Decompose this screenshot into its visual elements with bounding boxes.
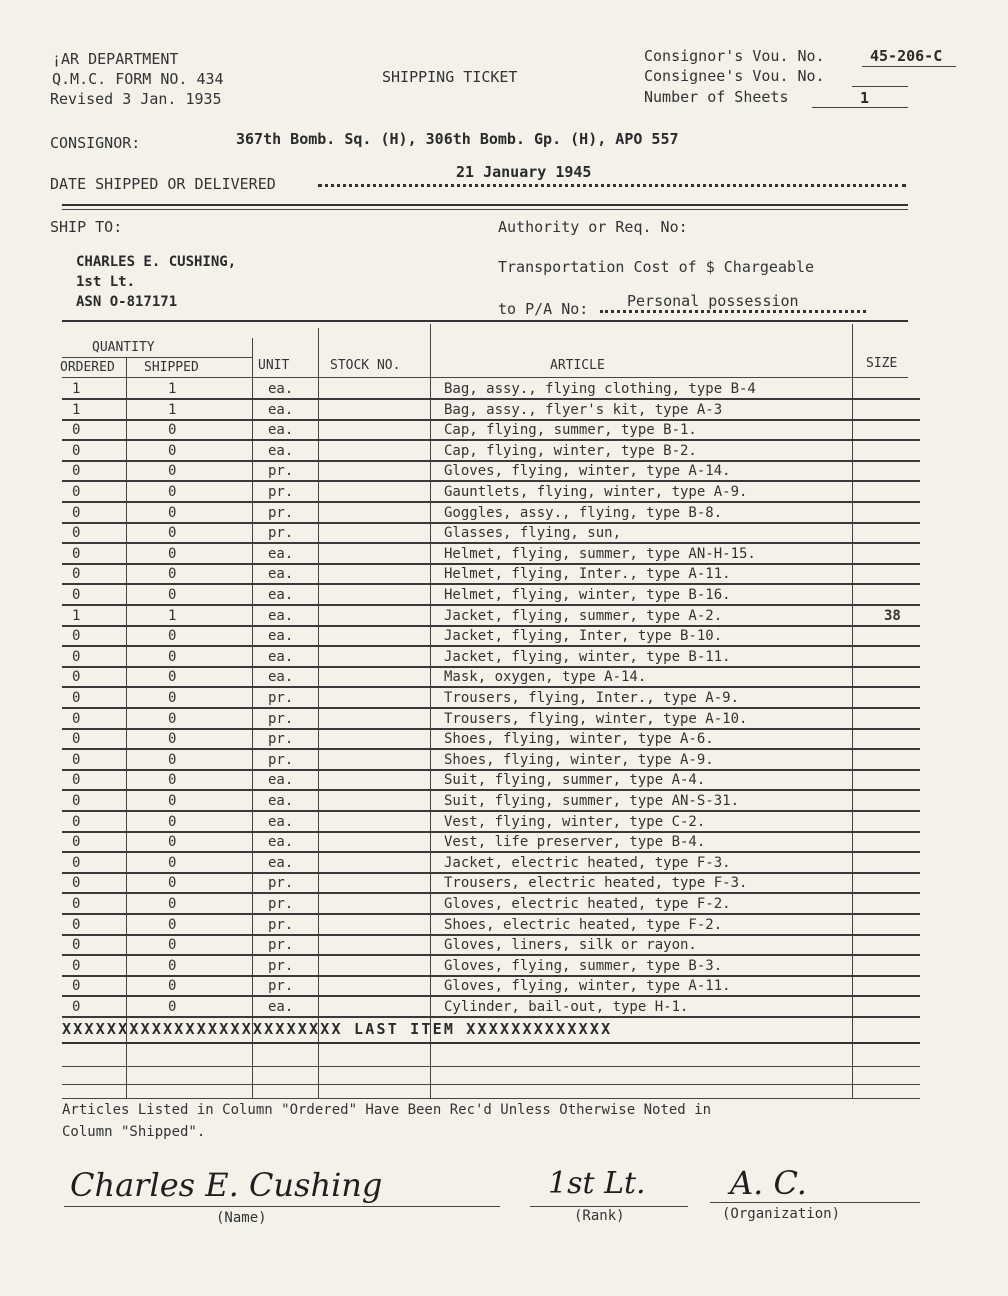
- ordered-quantity: 0: [72, 896, 81, 912]
- shipped-quantity: 0: [168, 957, 177, 974]
- pa-dotted-line: [600, 310, 866, 313]
- stock-number-header: STOCK NO.: [330, 358, 401, 373]
- ordered-quantity: 0: [72, 793, 81, 809]
- rank-caption: (Rank): [574, 1208, 625, 1224]
- signature-organization: A. C.: [730, 1164, 807, 1202]
- article-cell: Shoes, electric heated, type F-2.: [444, 916, 723, 933]
- table-row: [62, 440, 920, 462]
- pa-value: Personal possession: [624, 292, 802, 310]
- article-cell: Gloves, liners, silk or rayon.: [444, 937, 697, 954]
- shipped-quantity: 0: [168, 669, 177, 686]
- shipped-quantity: 0: [168, 648, 177, 665]
- ordered-quantity: 0: [72, 628, 81, 645]
- quantity-underline: [62, 357, 252, 358]
- article-cell: Helmet, flying, Inter., type A-11.: [444, 566, 731, 583]
- shipped-quantity: 0: [168, 875, 177, 892]
- date-dotted-line: [318, 184, 906, 187]
- shipped-quantity: 1: [168, 607, 177, 624]
- article-cell: Gloves, electric heated, type F-2.: [444, 896, 731, 912]
- unit-cell: ea.: [268, 381, 294, 397]
- transport-cost-label: Transportation Cost of $ Chargeable: [498, 258, 815, 276]
- unit-cell: ea.: [268, 628, 294, 645]
- consignor-voucher-value: 45-206-C: [870, 47, 943, 65]
- article-cell: Vest, life preserver, type B-4.: [444, 834, 706, 851]
- consignor-voucher-label: Consignor's Vou. No.: [644, 47, 825, 65]
- ordered-quantity: 0: [72, 731, 81, 748]
- shipped-quantity: 0: [168, 751, 177, 768]
- table-top-rule: [62, 320, 908, 322]
- blank-row-rule-1: [62, 1066, 920, 1067]
- unit-cell: pr.: [268, 937, 294, 954]
- table-row: [62, 955, 920, 977]
- table-row: [62, 708, 920, 730]
- ordered-quantity: 0: [72, 422, 81, 439]
- size-cell: 38: [884, 607, 901, 624]
- quantity-header: QUANTITY: [92, 340, 155, 355]
- shipped-quantity: 0: [168, 916, 177, 933]
- ordered-quantity: 1: [72, 607, 81, 624]
- article-cell: Trousers, electric heated, type F-3.: [444, 875, 748, 892]
- table-row: [62, 460, 920, 482]
- shipped-quantity: 0: [168, 628, 177, 645]
- article-cell: Helmet, flying, winter, type B-16.: [444, 587, 731, 603]
- section-rule-thin: [62, 209, 908, 210]
- shipped-quantity: 1: [168, 401, 177, 418]
- unit-cell: ea.: [268, 442, 294, 459]
- ordered-quantity: 0: [72, 834, 81, 851]
- shipped-quantity: 0: [168, 422, 177, 439]
- last-item-rule: [62, 1042, 920, 1044]
- article-cell: Mask, oxygen, type A-14.: [444, 669, 647, 686]
- unit-cell: ea.: [268, 854, 294, 871]
- shipped-quantity: 1: [168, 381, 177, 397]
- ordered-header: ORDERED: [60, 360, 115, 375]
- table-row: [62, 852, 920, 874]
- table-bottom-rule: [62, 1098, 920, 1099]
- unit-cell: ea.: [268, 813, 294, 830]
- ordered-quantity: 0: [72, 854, 81, 871]
- ordered-quantity: 0: [72, 566, 81, 583]
- shipped-quantity: 0: [168, 772, 177, 789]
- unit-cell: pr.: [268, 875, 294, 892]
- form-number: Q.M.C. FORM NO. 434: [52, 70, 224, 88]
- signature-rank-line: [530, 1206, 688, 1207]
- shipped-quantity: 0: [168, 442, 177, 459]
- consignee-voucher-underline: [852, 86, 908, 87]
- table-row: [62, 769, 920, 791]
- department-label: ¡AR DEPARTMENT: [52, 50, 179, 68]
- article-cell: Trousers, flying, Inter., type A-9.: [444, 690, 740, 706]
- ordered-quantity: 0: [72, 484, 81, 500]
- unit-cell: ea.: [268, 999, 294, 1015]
- unit-cell: ea.: [268, 648, 294, 665]
- article-cell: Gloves, flying, winter, type A-11.: [444, 978, 731, 995]
- unit-cell: ea.: [268, 401, 294, 418]
- ordered-quantity: 0: [72, 999, 81, 1015]
- pa-label: to P/A No:: [498, 300, 589, 318]
- table-row: [62, 872, 920, 894]
- ordered-quantity: 0: [72, 504, 81, 521]
- shipped-quantity: 0: [168, 484, 177, 500]
- unit-cell: pr.: [268, 710, 294, 727]
- ordered-quantity: 0: [72, 525, 81, 542]
- date-shipped-value: 21 January 1945: [452, 163, 595, 181]
- unit-cell: pr.: [268, 504, 294, 521]
- ordered-quantity: 0: [72, 772, 81, 789]
- shipped-quantity: 0: [168, 525, 177, 542]
- unit-cell: pr.: [268, 916, 294, 933]
- unit-cell: pr.: [268, 978, 294, 995]
- ordered-quantity: 0: [72, 648, 81, 665]
- article-cell: Glasses, flying, sun,: [444, 525, 622, 542]
- signature-rank: 1st Lt.: [548, 1166, 646, 1201]
- date-shipped-label: DATE SHIPPED OR DELIVERED: [50, 175, 276, 193]
- table-row: [62, 399, 920, 421]
- consignor-voucher-underline: [862, 66, 956, 67]
- unit-cell: ea.: [268, 587, 294, 603]
- table-row: [62, 584, 920, 606]
- unit-cell: pr.: [268, 463, 294, 480]
- shipped-header: SHIPPED: [144, 360, 199, 375]
- ordered-quantity: 0: [72, 916, 81, 933]
- article-cell: Goggles, assy., flying, type B-8.: [444, 504, 723, 521]
- shipped-quantity: 0: [168, 731, 177, 748]
- ordered-quantity: 0: [72, 875, 81, 892]
- revised-date: Revised 3 Jan. 1935: [50, 90, 222, 108]
- table-row: [62, 914, 920, 936]
- table-row: [62, 749, 920, 771]
- table-row: [62, 831, 920, 853]
- ordered-quantity: 1: [72, 401, 81, 418]
- shipped-quantity: 0: [168, 587, 177, 603]
- unit-cell: pr.: [268, 484, 294, 500]
- shipped-quantity: 0: [168, 690, 177, 706]
- blank-row-rule-2: [62, 1084, 920, 1085]
- sheets-underline: [812, 107, 908, 108]
- unit-cell: pr.: [268, 957, 294, 974]
- article-cell: Bag, assy., flying clothing, type B-4: [444, 381, 756, 397]
- table-row: [62, 481, 920, 503]
- article-cell: Cap, flying, winter, type B-2.: [444, 442, 697, 459]
- ordered-quantity: 0: [72, 545, 81, 562]
- consignee-voucher-label: Consignee's Vou. No.: [644, 67, 825, 85]
- authority-label: Authority or Req. No:: [498, 218, 688, 236]
- last-item-line: XXXXXXXXXXXXXXXXXXXXXXXXX LAST ITEM XXXXXXXXXXXXX: [62, 1020, 613, 1038]
- unit-cell: ea.: [268, 607, 294, 624]
- shipped-quantity: 0: [168, 896, 177, 912]
- table-row: [62, 996, 920, 1018]
- table-row: [62, 893, 920, 915]
- unit-cell: ea.: [268, 772, 294, 789]
- article-cell: Bag, assy., flyer's kit, type A-3: [444, 401, 723, 418]
- article-cell: Gauntlets, flying, winter, type A-9.: [444, 484, 748, 500]
- table-row: [62, 543, 920, 565]
- ordered-quantity: 0: [72, 669, 81, 686]
- unit-cell: ea.: [268, 422, 294, 439]
- ordered-quantity: 0: [72, 587, 81, 603]
- table-row: [62, 975, 920, 997]
- signature-name-line: [64, 1206, 500, 1207]
- unit-cell: pr.: [268, 525, 294, 542]
- table-row: [62, 378, 920, 400]
- table-row: [62, 605, 920, 627]
- shipped-quantity: 0: [168, 978, 177, 995]
- ordered-quantity: 0: [72, 463, 81, 480]
- unit-cell: ea.: [268, 545, 294, 562]
- unit-cell: ea.: [268, 793, 294, 809]
- name-caption: (Name): [216, 1210, 267, 1226]
- table-row: [62, 811, 920, 833]
- unit-cell: ea.: [268, 566, 294, 583]
- consignor-label: CONSIGNOR:: [50, 134, 141, 152]
- consignor-value: 367th Bomb. Sq. (H), 306th Bomb. Gp. (H), APO 557: [236, 130, 679, 148]
- shipped-quantity: 0: [168, 545, 177, 562]
- table-row: [62, 934, 920, 956]
- unit-cell: pr.: [268, 731, 294, 748]
- article-cell: Suit, flying, summer, type A-4.: [444, 772, 706, 789]
- ship-to-name: CHARLES E. CUSHING,: [76, 254, 237, 270]
- table-row: [62, 666, 920, 688]
- article-cell: Cylinder, bail-out, type H-1.: [444, 999, 689, 1015]
- unit-cell: pr.: [268, 751, 294, 768]
- table-row: [62, 646, 920, 668]
- shipped-quantity: 0: [168, 937, 177, 954]
- article-cell: Shoes, flying, winter, type A-6.: [444, 731, 714, 748]
- ordered-quantity: 0: [72, 937, 81, 954]
- ordered-quantity: 0: [72, 978, 81, 995]
- table-row: [62, 502, 920, 524]
- unit-header: UNIT: [258, 358, 290, 373]
- ordered-quantity: 0: [72, 710, 81, 727]
- article-cell: Vest, flying, winter, type C-2.: [444, 813, 706, 830]
- shipped-quantity: 0: [168, 999, 177, 1015]
- ordered-quantity: 0: [72, 957, 81, 974]
- organization-caption: (Organization): [722, 1206, 841, 1222]
- document-title: SHIPPING TICKET: [382, 68, 518, 86]
- unit-cell: ea.: [268, 834, 294, 851]
- unit-cell: ea.: [268, 669, 294, 686]
- shipped-quantity: 0: [168, 566, 177, 583]
- article-cell: Suit, flying, summer, type AN-S-31.: [444, 793, 740, 809]
- shipped-quantity: 0: [168, 463, 177, 480]
- table-row: [62, 563, 920, 585]
- shipped-quantity: 0: [168, 854, 177, 871]
- article-cell: Gloves, flying, winter, type A-14.: [444, 463, 731, 480]
- article-cell: Helmet, flying, summer, type AN-H-15.: [444, 545, 756, 562]
- size-header: SIZE: [866, 356, 898, 371]
- article-cell: Gloves, flying, summer, type B-3.: [444, 957, 723, 974]
- table-row: [62, 728, 920, 750]
- unit-cell: pr.: [268, 896, 294, 912]
- sheets-value: 1: [860, 89, 870, 107]
- shipped-quantity: 0: [168, 834, 177, 851]
- ship-to-rank: 1st Lt.: [76, 274, 136, 290]
- receipt-note-line1: Articles Listed in Column "Ordered" Have Been Rec'd Unless Otherwise Noted in: [62, 1102, 712, 1118]
- shipped-quantity: 0: [168, 793, 177, 809]
- receipt-note-line2: Column "Shipped".: [62, 1124, 206, 1140]
- signature-name: Charles E. Cushing: [70, 1166, 383, 1204]
- ship-to-asn: ASN O-817171: [76, 294, 178, 310]
- ordered-quantity: 0: [72, 751, 81, 768]
- article-cell: Trousers, flying, winter, type A-10.: [444, 710, 748, 727]
- sheets-label: Number of Sheets: [644, 88, 789, 106]
- ordered-quantity: 0: [72, 442, 81, 459]
- ordered-quantity: 1: [72, 381, 81, 397]
- table-row: [62, 790, 920, 812]
- table-row: [62, 687, 920, 709]
- ordered-quantity: 0: [72, 813, 81, 830]
- article-cell: Jacket, electric heated, type F-3.: [444, 854, 731, 871]
- table-row: [62, 419, 920, 441]
- table-row: [62, 625, 920, 647]
- article-cell: Jacket, flying, Inter, type B-10.: [444, 628, 723, 645]
- ship-to-label: SHIP TO:: [50, 218, 123, 236]
- article-cell: Jacket, flying, winter, type B-11.: [444, 648, 731, 665]
- signature-org-line: [710, 1202, 920, 1203]
- shipped-quantity: 0: [168, 710, 177, 727]
- article-cell: Jacket, flying, summer, type A-2.: [444, 607, 723, 624]
- section-rule: [62, 204, 908, 206]
- unit-cell: pr.: [268, 690, 294, 706]
- table-row: [62, 522, 920, 544]
- article-cell: Cap, flying, summer, type B-1.: [444, 422, 697, 439]
- shipped-quantity: 0: [168, 504, 177, 521]
- article-header: ARTICLE: [550, 358, 605, 373]
- shipped-quantity: 0: [168, 813, 177, 830]
- ordered-quantity: 0: [72, 690, 81, 706]
- article-cell: Shoes, flying, winter, type A-9.: [444, 751, 714, 768]
